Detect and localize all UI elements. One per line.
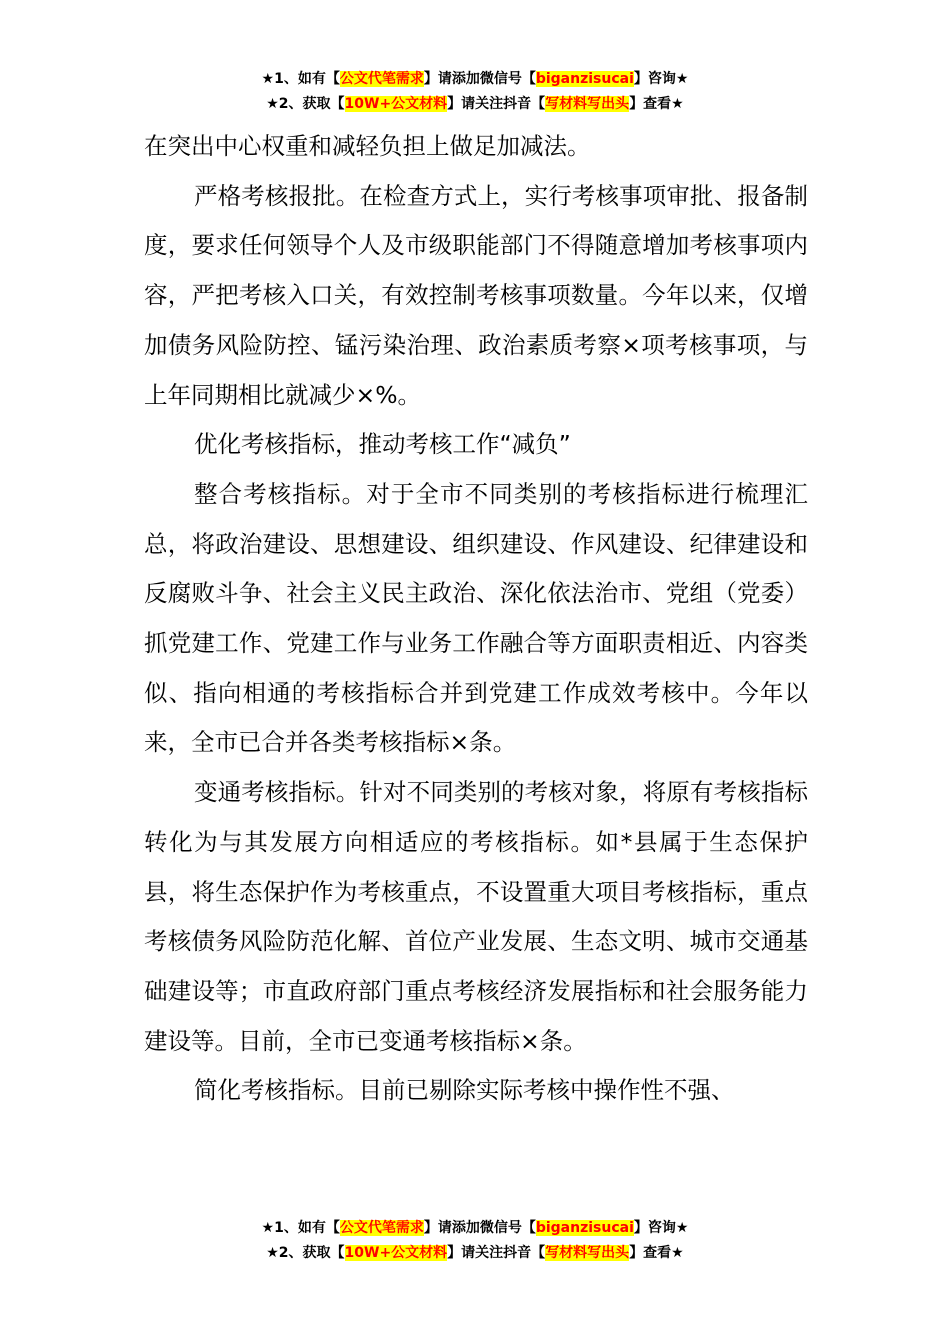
highlight: 写材料写出头 (545, 1245, 630, 1261)
banner-line-2: ★2、获取【10W+公文材料】请关注抖音【写材料写出头】查看★ (266, 96, 684, 112)
paragraph: 变通考核指标。针对不同类别的考核对象，将原有考核指标转化为与其发展方向相适应的考核指标。如*县属于生态保护县，将生态保护作为考核重点，不设置重大项目考核指标，重点考核债务风险防范化解、首位产业发展、生态文明、城市交通基础建设等；市直政府部门重点考核经济发展指标和社会服务能力建设等。目前，全市已变通考核指标×条。 (144, 778, 808, 1055)
highlight: biganzisucai (535, 71, 634, 87)
footer-banner (0, 1216, 950, 1266)
section-heading: 优化考核指标，推动考核工作“减负” (194, 430, 571, 459)
highlight: 公文代笔需求 (339, 71, 424, 87)
banner-line-2: ★2、获取【10W+公文材料】请关注抖音【写材料写出头】查看★ (266, 1245, 684, 1261)
highlight: 10W+公文材料 (344, 96, 448, 112)
highlight: 10W+公文材料 (344, 1245, 448, 1261)
header-banner (0, 67, 950, 117)
banner-line-1: ★1、如有【公文代笔需求】请添加微信号【biganzisucai】咨询★ (261, 1220, 689, 1236)
highlight: 公文代笔需求 (339, 1220, 424, 1236)
paragraph: 严格考核报批。在检查方式上，实行考核事项审批、报备制度，要求任何领导个人及市级职能部门不得随意增加考核事项内容，严把考核入口关，有效控制考核事项数量。今年以来，仅增加债务风险防控、锰污染治理、政治素质考察×项考核事项，与上年同期相比就减少×%。 (144, 181, 808, 409)
document-body (144, 122, 808, 1116)
banner-line-1: ★1、如有【公文代笔需求】请添加微信号【biganzisucai】咨询★ (261, 71, 689, 87)
paragraph: 整合考核指标。对于全市不同类别的考核指标进行梳理汇总，将政治建设、思想建设、组织建设、作风建设、纪律建设和反腐败斗争、社会主义民主政治、深化依法治市、党组（党委）抓党建工作、党建工作与业务工作融合等方面职责相近、内容类似、指向相通的考核指标合并到党建工作成效考核中。今年以来，全市已合并各类考核指标×条。 (144, 479, 808, 757)
paragraph: 简化考核指标。目前已剔除实际考核中操作性不强、 (194, 1076, 735, 1105)
paragraph: 在突出中心权重和减轻负担上做足加减法。 (144, 132, 591, 160)
highlight: 写材料写出头 (545, 96, 630, 112)
highlight: biganzisucai (535, 1220, 634, 1236)
